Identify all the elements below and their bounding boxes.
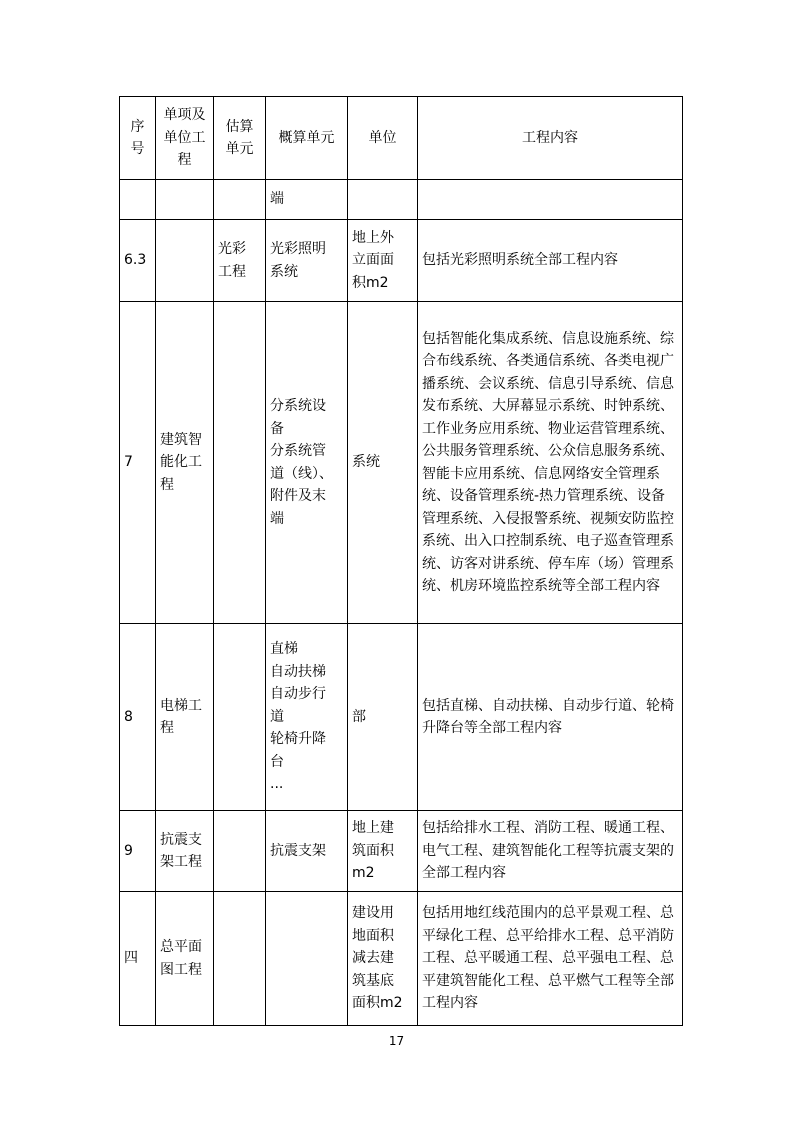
cell-seq: 四	[120, 892, 156, 1026]
cell-content: 包括智能化集成系统、信息设施系统、综合布线系统、各类通信系统、各类电视广播系统、会议系统、信息引导系统、信息发布系统、大屏幕显示系统、时钟系统、工作业务应用系统、物业运营管理系统、公共服务管理系统、公众信息服务系统、智能卡应用系统、信息网络安全管理系统、设备管理系统-热力管理系统、设备管理系统、入侵报警系统、视频安防监控系统、出入口控制系统、电子巡查管理系统、访客对讲系统、停车库（场）管理系统、机房环境监控系统等全部工程内容	[418, 302, 683, 624]
table-row	[120, 180, 683, 220]
table-row	[120, 302, 683, 624]
cell-item: 抗震支 架工程	[156, 811, 214, 892]
cell-unit: 地上建 筑面积 m2	[348, 811, 418, 892]
cell-content: 包括给排水工程、消防工程、暖通工程、电气工程、建筑智能化工程等抗震支架的全部工程内容	[418, 811, 683, 892]
cell-est: 光彩 工程	[214, 220, 266, 302]
cell-seq: 8	[120, 624, 156, 811]
cell-content: 包括直梯、自动扶梯、自动步行道、轮椅升降台等全部工程内容	[418, 624, 683, 811]
header-seq: 序 号	[120, 97, 156, 180]
header-content: 工程内容	[418, 97, 683, 180]
cell-seq: 9	[120, 811, 156, 892]
cell-content: 包括光彩照明系统全部工程内容	[418, 220, 683, 302]
cell-unit: 系统	[348, 302, 418, 624]
cell-unit	[348, 180, 418, 220]
cell-item: 总平面 图工程	[156, 892, 214, 1026]
cell-seq: 6.3	[120, 220, 156, 302]
cell-est	[214, 624, 266, 811]
cell-unit: 建设用 地面积 减去建 筑基底 面积m2	[348, 892, 418, 1026]
header-unit: 单位	[348, 97, 418, 180]
header-item: 单项及 单位工 程	[156, 97, 214, 180]
cell-unit: 地上外 立面面 积m2	[348, 220, 418, 302]
header-gen: 概算单元	[266, 97, 348, 180]
cell-content: 包括用地红线范围内的总平景观工程、总平绿化工程、总平给排水工程、总平消防工程、总平暖通工程、总平强电工程、总平建筑智能化工程、总平燃气工程等全部工程内容	[418, 892, 683, 1026]
cell-gen: 抗震支架	[266, 811, 348, 892]
cell-content	[418, 180, 683, 220]
cell-item	[156, 220, 214, 302]
cell-item: 建筑智 能化工 程	[156, 302, 214, 624]
table-row	[120, 624, 683, 811]
table-row	[120, 811, 683, 892]
cell-est	[214, 302, 266, 624]
cell-est	[214, 892, 266, 1026]
cell-gen: 分系统设 备 分系统管 道（线）、 附件及末 端	[266, 302, 348, 624]
cell-est	[214, 180, 266, 220]
header-row	[120, 97, 683, 180]
table-row	[120, 220, 683, 302]
engineering-content-table	[119, 96, 683, 1026]
cell-unit: 部	[348, 624, 418, 811]
cell-seq	[120, 180, 156, 220]
cell-gen: 光彩照明 系统	[266, 220, 348, 302]
header-est: 估算 单元	[214, 97, 266, 180]
cell-est	[214, 811, 266, 892]
table-row	[120, 892, 683, 1026]
cell-gen: 直梯 自动扶梯 自动步行 道 轮椅升降 台 ...	[266, 624, 348, 811]
cell-item: 电梯工 程	[156, 624, 214, 811]
cell-gen	[266, 892, 348, 1026]
cell-gen: 端	[266, 180, 348, 220]
cell-item	[156, 180, 214, 220]
page-number: 17	[388, 1034, 405, 1048]
cell-seq: 7	[120, 302, 156, 624]
